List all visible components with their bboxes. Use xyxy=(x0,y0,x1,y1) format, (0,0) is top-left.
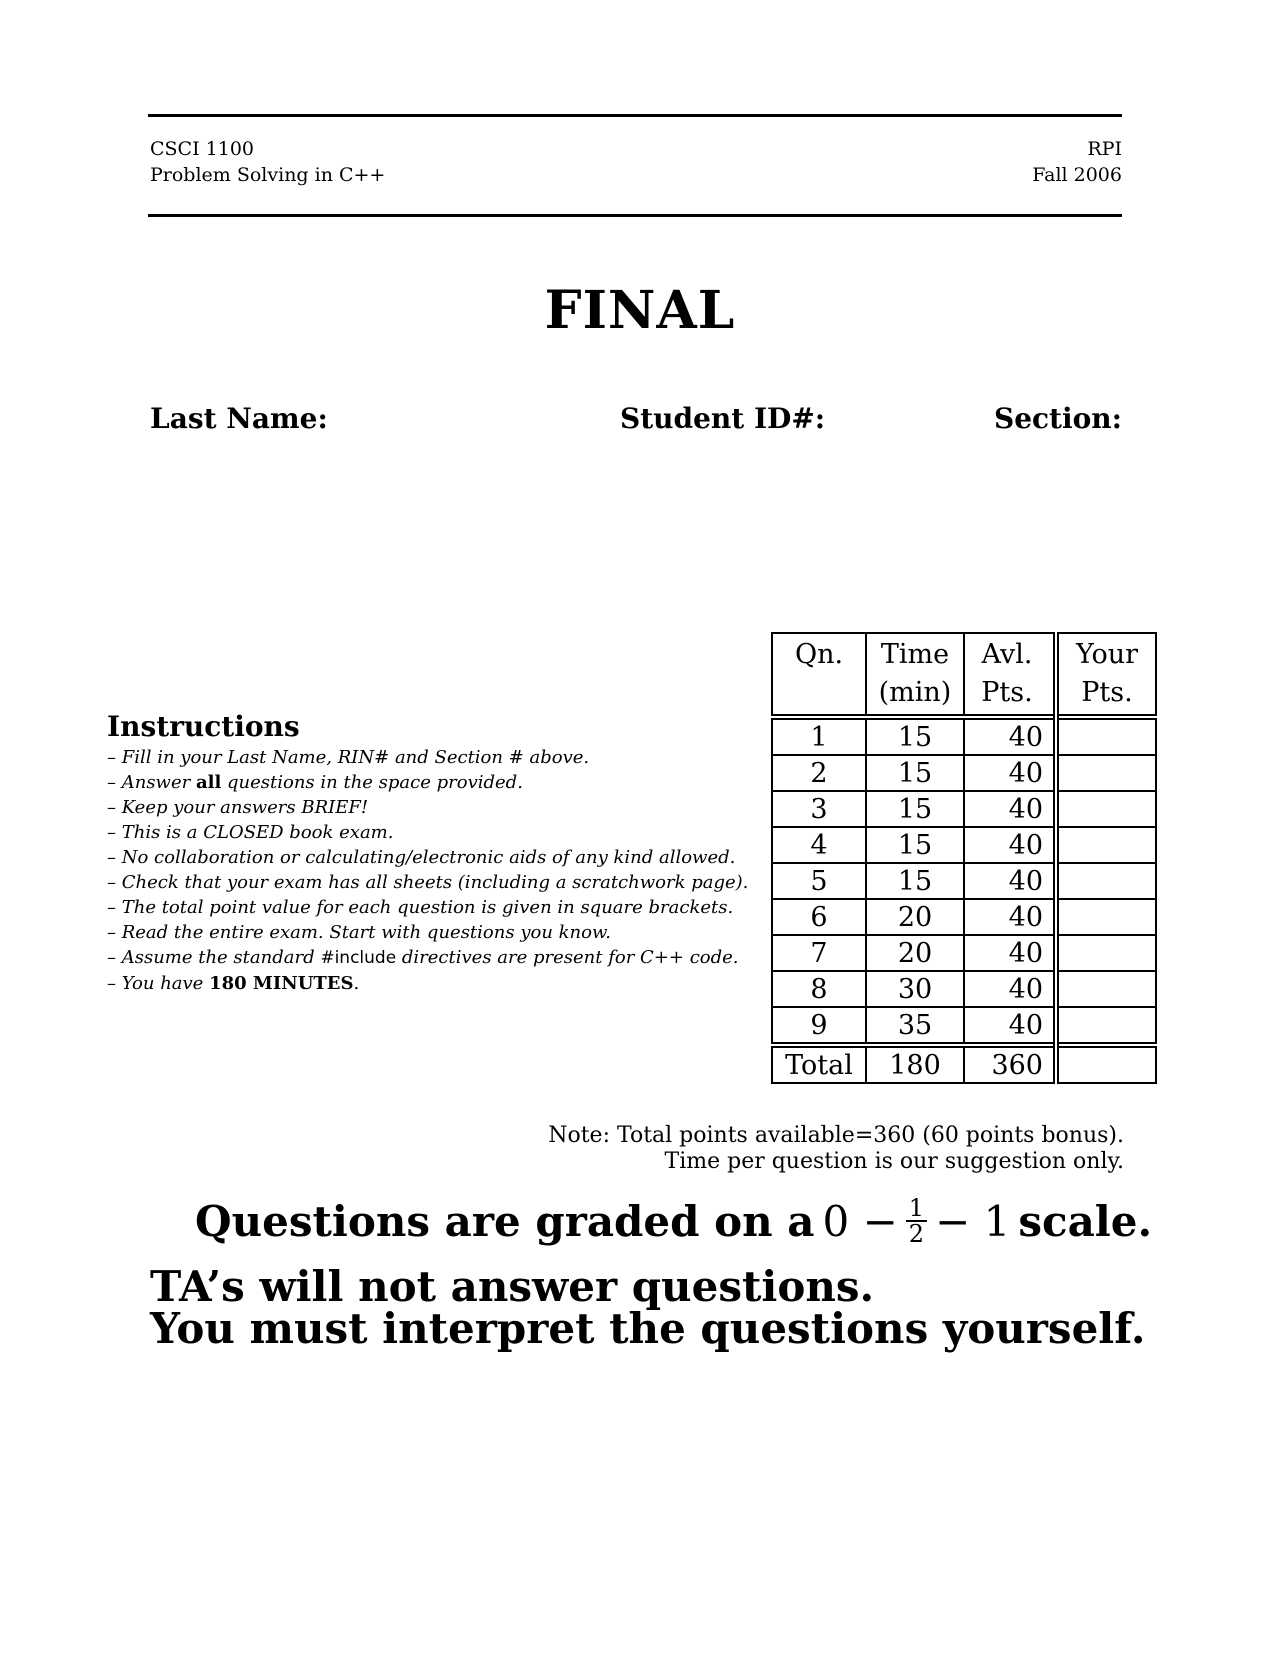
grading-post: scale. xyxy=(1018,1196,1153,1246)
your-points-cell xyxy=(1056,971,1156,1007)
your-points-cell xyxy=(1056,827,1156,863)
instruction-item: – You have 180 MINUTES. xyxy=(107,973,360,994)
instruction-item: – Fill in your Last Name, RIN# and Section # above. xyxy=(107,747,590,768)
header-qn: Qn. xyxy=(772,633,866,717)
table-row: 2 15 40 xyxy=(772,755,1156,791)
table-row: 5 15 40 xyxy=(772,863,1156,899)
points-note xyxy=(548,1123,1124,1175)
instructions-block xyxy=(107,710,747,996)
score-table-header xyxy=(772,633,1156,717)
grading-scale-math: 0 − $\frac{1}{2}$ − 1 xyxy=(822,1194,1011,1248)
table-row: 4 15 40 xyxy=(772,827,1156,863)
instruction-item: – Assume the standard #include directives are present for C++ code. xyxy=(107,947,739,968)
your-total-cell xyxy=(1056,1045,1156,1083)
score-table xyxy=(771,632,1157,1084)
instruction-item: – Keep your answers BRIEF! xyxy=(107,797,369,818)
grading-scale-statement xyxy=(195,1196,1152,1246)
your-points-cell xyxy=(1056,1007,1156,1045)
exam-title: FINAL xyxy=(544,280,736,341)
warning-line-2: You must interpret the questions yourself. xyxy=(150,1304,1146,1353)
table-row: 7 20 40 xyxy=(772,935,1156,971)
student-id-label: Student ID#: xyxy=(620,402,826,435)
total-label: Total xyxy=(772,1045,866,1083)
warning-line-1: TA’s will not answer questions. xyxy=(150,1262,875,1311)
instruction-item: – Answer all questions in the space provided. xyxy=(107,772,523,793)
total-time: 180 xyxy=(866,1045,964,1083)
table-row: 6 20 40 xyxy=(772,899,1156,935)
table-row: 8 30 40 xyxy=(772,971,1156,1007)
course-info xyxy=(150,136,385,188)
term: Fall 2006 xyxy=(1032,164,1122,186)
table-row: 9 35 40 xyxy=(772,1007,1156,1045)
course-code: CSCI 1100 xyxy=(150,138,254,160)
note-line-2: Time per question is our suggestion only. xyxy=(664,1149,1124,1174)
header-your-points: Your Pts. xyxy=(1056,633,1156,717)
grading-pre: Questions are graded on a xyxy=(195,1196,815,1246)
institution: RPI xyxy=(1087,138,1122,160)
ta-warning xyxy=(150,1262,1146,1353)
header-available-points: Avl. Pts. xyxy=(964,633,1056,717)
last-name-label: Last Name: xyxy=(150,402,328,435)
instruction-item: – No collaboration or calculating/electronic aids of any kind allowed. xyxy=(107,847,736,868)
note-line-1: Note: Total points available=360 (60 points bonus). xyxy=(548,1123,1124,1148)
instructions-list xyxy=(107,745,747,996)
your-points-cell xyxy=(1056,935,1156,971)
header-time: Time (min) xyxy=(866,633,964,717)
term-info xyxy=(1032,136,1122,188)
your-points-cell xyxy=(1056,755,1156,791)
instruction-item: – Read the entire exam. Start with questions you know. xyxy=(107,922,611,943)
header-bottom-rule xyxy=(148,214,1122,217)
total-points: 360 xyxy=(964,1045,1056,1083)
your-points-cell xyxy=(1056,717,1156,755)
section-label: Section: xyxy=(993,402,1122,435)
one-half-fraction: $\frac{1}{2}$ xyxy=(906,1196,927,1246)
your-points-cell xyxy=(1056,791,1156,827)
table-row: 1 15 40 xyxy=(772,717,1156,755)
header-top-rule xyxy=(148,114,1122,117)
total-row xyxy=(772,1045,1156,1083)
table-row: 3 15 40 xyxy=(772,791,1156,827)
instructions-heading: Instructions xyxy=(107,710,300,743)
instruction-item: – The total point value for each question is given in square brackets. xyxy=(107,897,734,918)
your-points-cell xyxy=(1056,863,1156,899)
course-name: Problem Solving in C++ xyxy=(150,164,386,186)
your-points-cell xyxy=(1056,899,1156,935)
instruction-item: – This is a CLOSED book exam. xyxy=(107,822,394,843)
instruction-item: – Check that your exam has all sheets (including a scratchwork page). xyxy=(107,872,749,893)
